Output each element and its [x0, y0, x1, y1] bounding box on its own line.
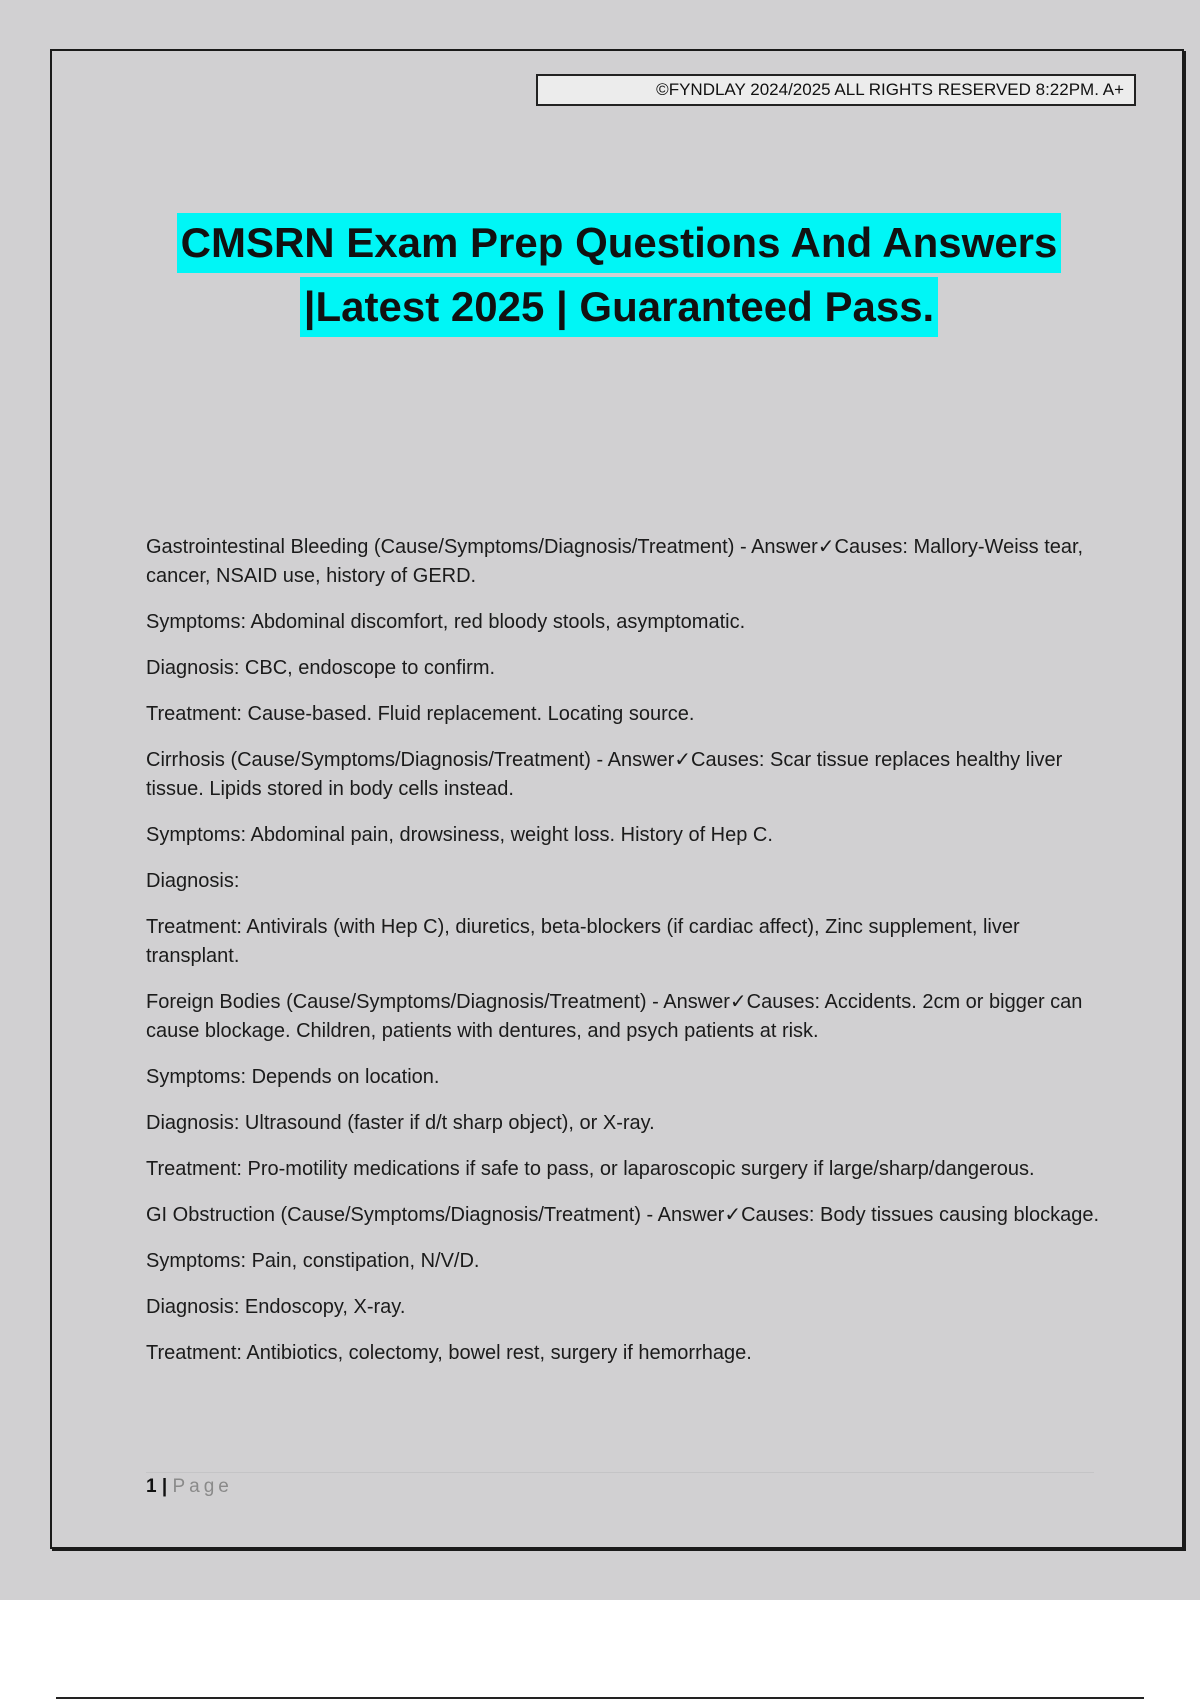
- page-footer: [146, 1474, 233, 1500]
- copyright-header: ©FYNDLAY 2024/2025 ALL RIGHTS RESERVED 8:22PM. A+: [536, 74, 1136, 106]
- document-body: [146, 533, 1106, 1385]
- paragraph: Treatment: Cause-based. Fluid replacement. Locating source.: [146, 703, 695, 725]
- paragraph: Symptoms: Depends on location.: [146, 1066, 440, 1088]
- document-page: [50, 49, 1184, 1549]
- paragraph: GI Obstruction (Cause/Symptoms/Diagnosis/Treatment) - Answer✓Causes: Body tissues causing blockage.: [146, 1204, 1100, 1226]
- paragraph: Treatment: Antibiotics, colectomy, bowel rest, surgery if hemorrhage.: [146, 1342, 752, 1364]
- paragraph: Gastrointestinal Bleeding (Cause/Symptoms/Diagnosis/Treatment) - Answer✓Causes: Mallory-Weiss tear, cancer, NSAID use, history of GERD.: [146, 536, 1084, 587]
- page-label: Page: [172, 1476, 233, 1497]
- paragraph: Foreign Bodies (Cause/Symptoms/Diagnosis/Treatment) - Answer✓Causes: Accidents. 2cm or bigger can cause blockage. Children, patients with dentures, and psych patients at risk.: [146, 991, 1083, 1042]
- page-number: 1: [146, 1476, 157, 1497]
- document-title: [52, 211, 1186, 339]
- paragraph: Cirrhosis (Cause/Symptoms/Diagnosis/Treatment) - Answer✓Causes: Scar tissue replaces healthy liver tissue. Lipids stored in body cells instead.: [146, 749, 1063, 800]
- paragraph: Diagnosis: Ultrasound (faster if d/t sharp object), or X-ray.: [146, 1112, 655, 1134]
- paragraph: Treatment: Antivirals (with Hep C), diuretics, beta-blockers (if cardiac affect), Zinc supplement, liver transplant.: [146, 916, 1020, 967]
- page-separator: |: [161, 1476, 168, 1497]
- paragraph: Symptoms: Pain, constipation, N/V/D.: [146, 1250, 480, 1272]
- paragraph: Symptoms: Abdominal pain, drowsiness, weight loss. History of Hep C.: [146, 824, 773, 846]
- paragraph: Treatment: Pro-motility medications if safe to pass, or laparoscopic surgery if large/sharp/dangerous.: [146, 1158, 1035, 1180]
- paragraph: Diagnosis: Endoscopy, X-ray.: [146, 1296, 406, 1318]
- footer-divider: [146, 1472, 1094, 1473]
- title-line-2: |Latest 2025 | Guaranteed Pass.: [300, 277, 938, 337]
- paragraph: Symptoms: Abdominal discomfort, red bloody stools, asymptomatic.: [146, 611, 746, 633]
- next-page-divider: [56, 1697, 1144, 1699]
- title-line-1: CMSRN Exam Prep Questions And Answers: [177, 213, 1062, 273]
- paragraph: Diagnosis:: [146, 870, 240, 892]
- paragraph: Diagnosis: CBC, endoscope to confirm.: [146, 657, 496, 679]
